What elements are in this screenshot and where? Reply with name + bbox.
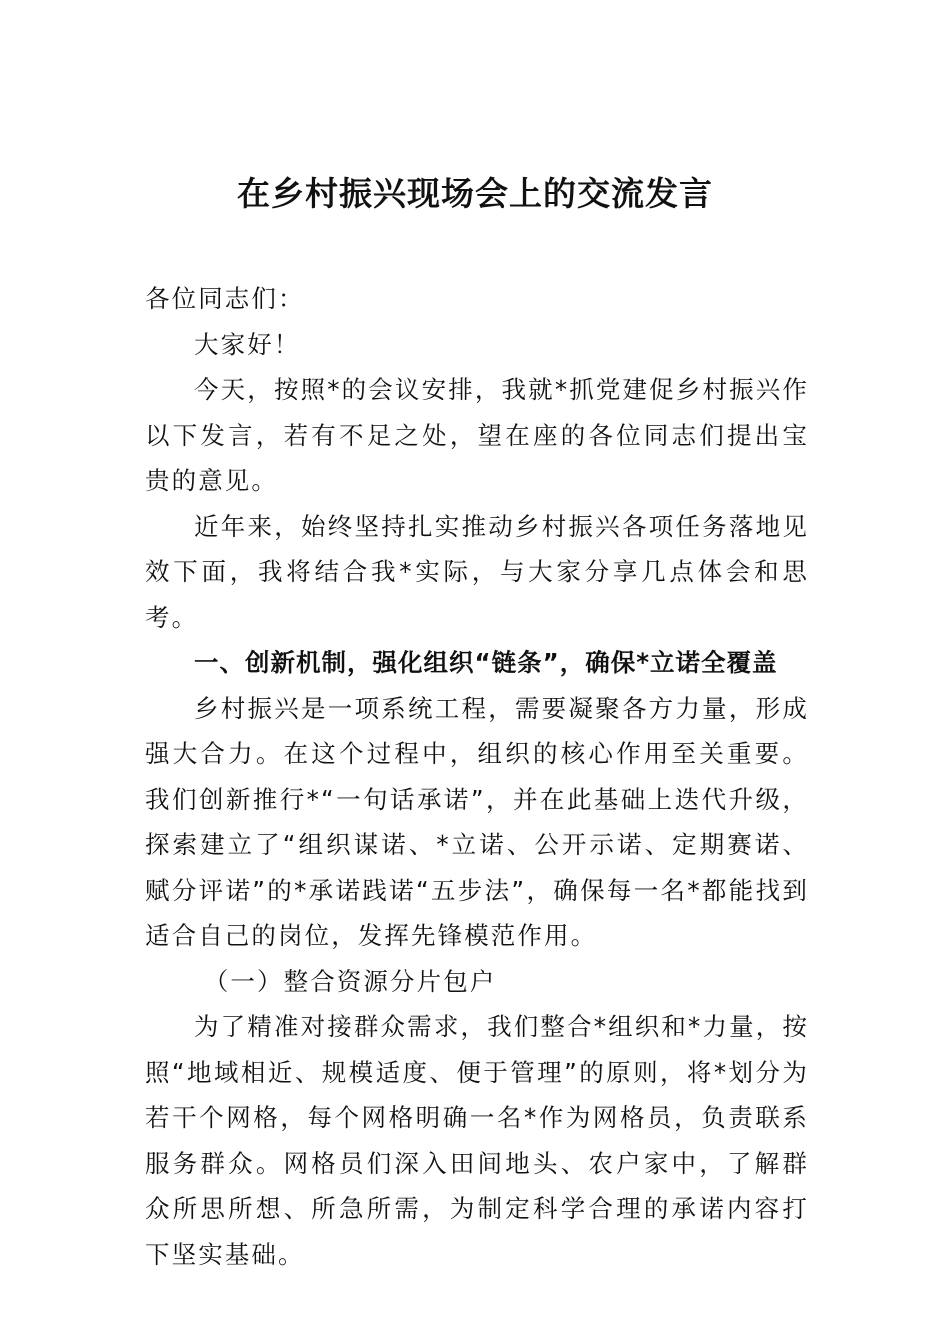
paragraph-overview: 近年来，始终坚持扎实推动乡村振兴各项任务落地见效下面，我将结合我*实际，与大家分享几点体会和思考。	[145, 511, 809, 632]
paragraph-subsection1: 为了精准对接群众需求，我们整合*组织和*力量，按照“地域相近、规模适度、便于管理”的原则，将*划分为若干个网格，每个网格明确一名*作为网格员，负责联系服务群众。网格员们深入田间地头、农户家中，了解群众所思所想、所急所需，为制定科学合理的承诺内容打下坚实基础。	[145, 1012, 809, 1269]
paragraph-section1: 乡村振兴是一项系统工程，需要凝聚各方力量，形成强大合力。在这个过程中，组织的核心作用至关重要。我们创新推行*“一句话承诺”，并在此基础上迭代升级，探索建立了“组织谋诺、*立诺、公开示诺、定期赛诺、赋分评诺”的*承诺践诺“五步法”，确保每一名*都能找到适合自己的岗位，发挥先锋模范作用。	[145, 693, 809, 950]
section-heading-1: 一、创新机制，强化组织“链条”，确保*立诺全覆盖	[194, 648, 778, 677]
salutation: 各位同志们：	[145, 284, 305, 313]
greeting: 大家好！	[194, 329, 301, 359]
subsection-heading-1: （一）整合资源分片包户	[203, 966, 497, 996]
document-body	[145, 276, 809, 1277]
paragraph-intro: 今天，按照*的会议安排，我就*抓党建促乡村振兴作以下发言，若有不足之处，望在座的各位同志们提出宝贵的意见。	[145, 375, 809, 495]
document-title: 在乡村振兴现场会上的交流发言	[237, 174, 713, 213]
